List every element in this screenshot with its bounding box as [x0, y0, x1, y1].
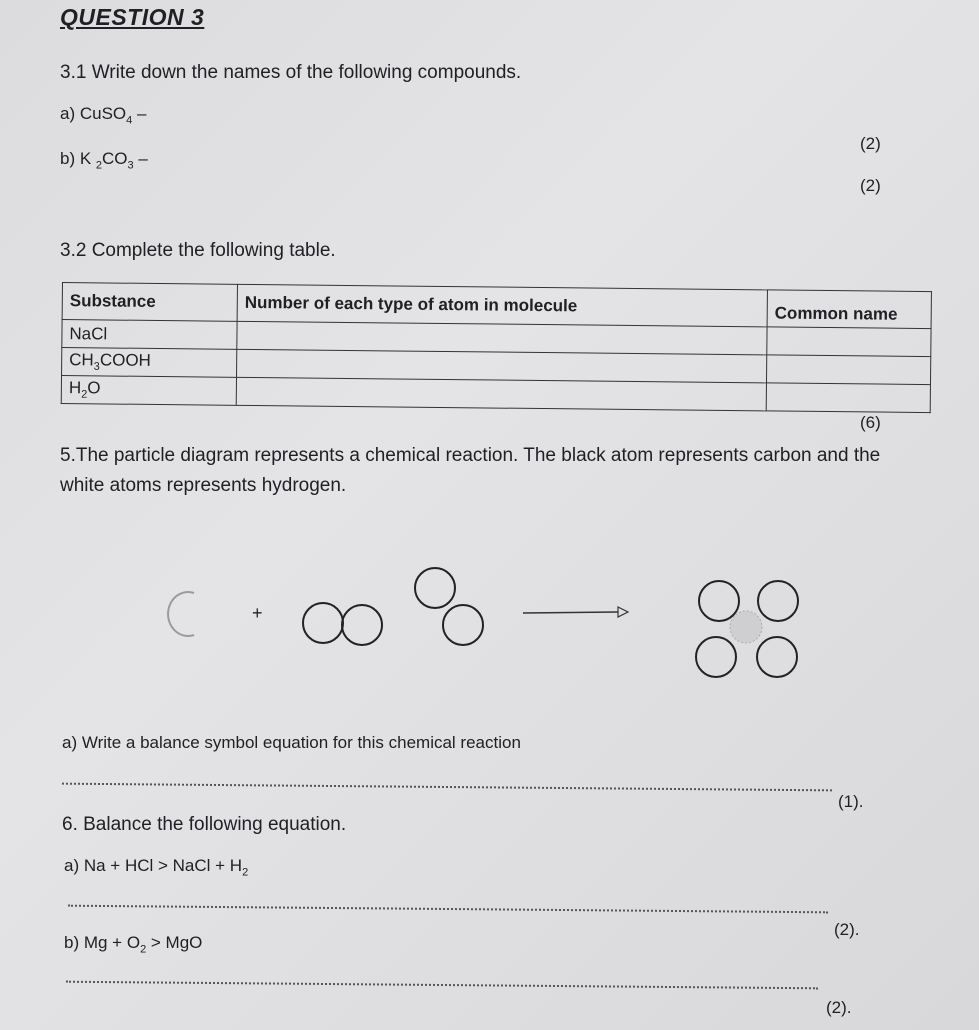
q6-b [64, 933, 202, 955]
atoms-table [61, 282, 932, 413]
q6-b-post: > MgO [146, 933, 203, 952]
carbon-atom [730, 611, 762, 643]
q6-a-equation: a) Na + HCl > NaCl + H [64, 856, 243, 875]
carbon-atom [168, 592, 194, 636]
arrow-head-icon [618, 607, 628, 617]
col-common-name: Common name [767, 290, 931, 329]
substance-post: O [87, 378, 101, 398]
q3-1-b-sub2: 3 [127, 159, 134, 172]
substance-pre: CH [69, 350, 94, 370]
hydrogen-atom [342, 605, 382, 645]
q6-a-mark: (2). [834, 920, 860, 939]
q3-1-b-mid: CO [102, 149, 128, 168]
cell-substance [61, 376, 236, 406]
q3-1-b-dash: – [133, 149, 148, 168]
hydrogen-atom [303, 603, 343, 643]
substance-sub: 3 [93, 361, 100, 374]
substance-sub: 2 [81, 388, 88, 401]
q3-2-mark: (6) [860, 413, 881, 432]
q6-a [64, 856, 248, 878]
cell-common-name[interactable] [767, 327, 931, 357]
hydrogen-atom [699, 581, 739, 621]
col-atoms: Number of each type of atom in molecule [237, 284, 767, 327]
q5-a-prompt: a) Write a balance symbol equation for this chemical reaction [62, 733, 521, 752]
substance-pre: H [68, 378, 82, 398]
q3-1-b [60, 149, 148, 171]
q6-b-pre: b) Mg + O [64, 933, 141, 952]
q6-b-mark: (2). [826, 998, 852, 1017]
q6-prompt: 6. Balance the following equation. [62, 814, 347, 835]
hydrogen-atom [415, 568, 455, 608]
hydrogen-atom [443, 605, 483, 645]
particle-diagram [150, 555, 830, 695]
q6-b-sub: 2 [140, 943, 147, 956]
q3-2-prompt: 3.2 Complete the following table. [60, 240, 336, 261]
question-heading: QUESTION 3 [60, 4, 205, 30]
answer-line[interactable] [68, 905, 828, 914]
q3-1-b-label: b) K [60, 149, 96, 168]
q3-1-a-mark: (2) [860, 134, 881, 153]
cell-substance [62, 348, 237, 378]
q3-1-a [60, 104, 146, 126]
q3-1-a-dash: – [132, 104, 147, 123]
hydrogen-atom [757, 637, 797, 677]
col-substance: Substance [62, 283, 237, 322]
cell-atoms[interactable] [236, 377, 766, 411]
answer-line[interactable] [62, 783, 832, 792]
q3-1-a-sub: 4 [126, 114, 133, 127]
substance-post: COOH [99, 350, 151, 371]
q6-a-sub: 2 [242, 866, 249, 879]
cell-common-name[interactable] [766, 355, 930, 385]
answer-line[interactable] [66, 981, 818, 990]
hydrogen-atom [696, 637, 736, 677]
q5-a-mark: (1). [838, 792, 864, 811]
cell-substance: NaCl [62, 320, 237, 350]
q3-1-prompt: 3.1 Write down the names of the following compounds. [60, 62, 522, 83]
plus-sign: + [252, 603, 263, 623]
q3-1-b-sub1: 2 [95, 159, 103, 172]
q3-1-a-label: a) CuSO [60, 104, 127, 123]
cell-common-name[interactable] [766, 383, 930, 413]
reaction-arrow [523, 612, 618, 613]
q5-prompt: 5.The particle diagram represents a chemical reaction. The black atom represents carbon and the white atoms represents hydrogen. [60, 445, 881, 496]
hydrogen-atom [758, 581, 798, 621]
q3-1-b-mark: (2) [860, 176, 881, 195]
